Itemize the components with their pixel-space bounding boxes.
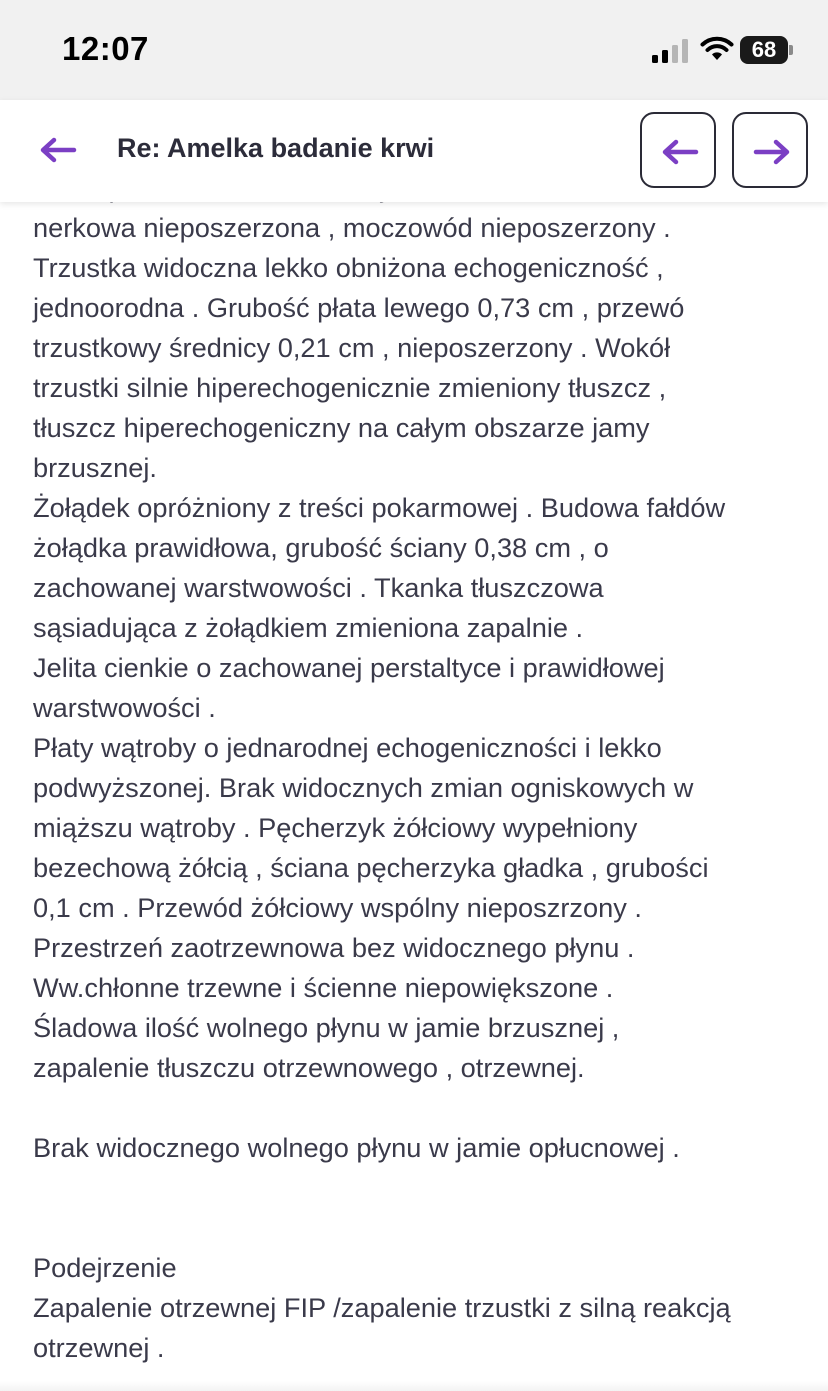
back-button[interactable] [36,130,80,170]
suspicion-line: otrzewnej . [33,1332,165,1363]
battery-level: 68 [751,37,777,62]
report-line: miąższu wątroby . Pęcherzyk żółciowy wypełniony [33,812,638,843]
message-header [0,100,828,202]
report-line: zachowanej warstwowości . Tkanka tłuszczowa [33,572,604,603]
message-body [33,168,813,1368]
report-line: trzustkowy średnicy 0,21 cm , nieposzerzony . Wokół [33,332,671,363]
report-line: 0,1 cm . Przewód żółciowy wspólny nieposzrzony . [33,892,642,923]
report-line: tłuszcz hiperechogeniczny na całym obszarze jamy [33,412,650,443]
report-line: bezechową żółcią , ściana pęcherzyka gładka , grubości [33,852,709,883]
report-line: jednoorodna . Grubość płata lewego 0,73 cm , przewó [33,292,685,323]
report-line: trzustki silnie hiperechogenicznie zmieniony tłuszcz , [33,372,667,403]
report-line: podwyższonej. Brak widocznych zmian ogniskowych w [33,772,694,803]
report-line: Jelita cienkie o zachowanej perstaltyce i prawidłowej [33,652,665,683]
suspicion-text [33,1288,813,1368]
report-line: Ww.chłonne trzewne i ścienne niepowiększone . [33,972,614,1003]
report-line: Przestrzeń zaotrzewnowa bez widocznego płynu . [33,932,635,963]
suspicion-line: Zapalenie otrzewnej FIP /zapalenie trzustki z silną reakcją [33,1292,731,1323]
arrow-left-icon [36,130,80,170]
wifi-icon [700,36,734,62]
report-line: Śladowa ilość wolnego płynu w jamie brzusznej , [33,1012,620,1043]
report-line: warstwowości . [33,692,216,723]
cellular-signal-icon [652,39,692,63]
arrow-right-icon [752,136,792,168]
report-line: zapalenie tłuszczu otrzewnowego , otrzewnej. [33,1052,585,1083]
report-line: żołądka prawidłowa, grubość ściany 0,38 cm , o [33,532,609,563]
report-line: nerkowa nieposzerzona , moczowód nieposzerzony . [33,212,671,243]
report-line: Trzustka widoczna lekko obniżona echogeniczność , [33,252,664,283]
next-message-button[interactable] [732,112,808,188]
battery-icon [740,36,794,64]
previous-message-button[interactable] [640,112,716,188]
arrow-left-icon [660,136,700,168]
report-line: brzusznej. [33,452,157,483]
report-text [33,208,813,1088]
status-bar [0,0,828,100]
status-time: 12:07 [62,30,149,67]
message-title: Re: Amelka badanie krwi [117,133,435,163]
report-line: Żołądek opróżniony z treści pokarmowej . Budowa fałdów [33,492,726,523]
bottom-edge [0,1381,828,1391]
report-line: sąsiadująca z żołądkiem zmieniona zapalnie . [33,612,584,643]
pleural-finding: Brak widocznego wolnego płynu w jamie opłucnowej . [33,1132,680,1163]
report-line: Płaty wątroby o jednarodnej echogeniczności i lekko [33,732,662,763]
suspicion-heading: Podejrzenie [33,1252,177,1283]
